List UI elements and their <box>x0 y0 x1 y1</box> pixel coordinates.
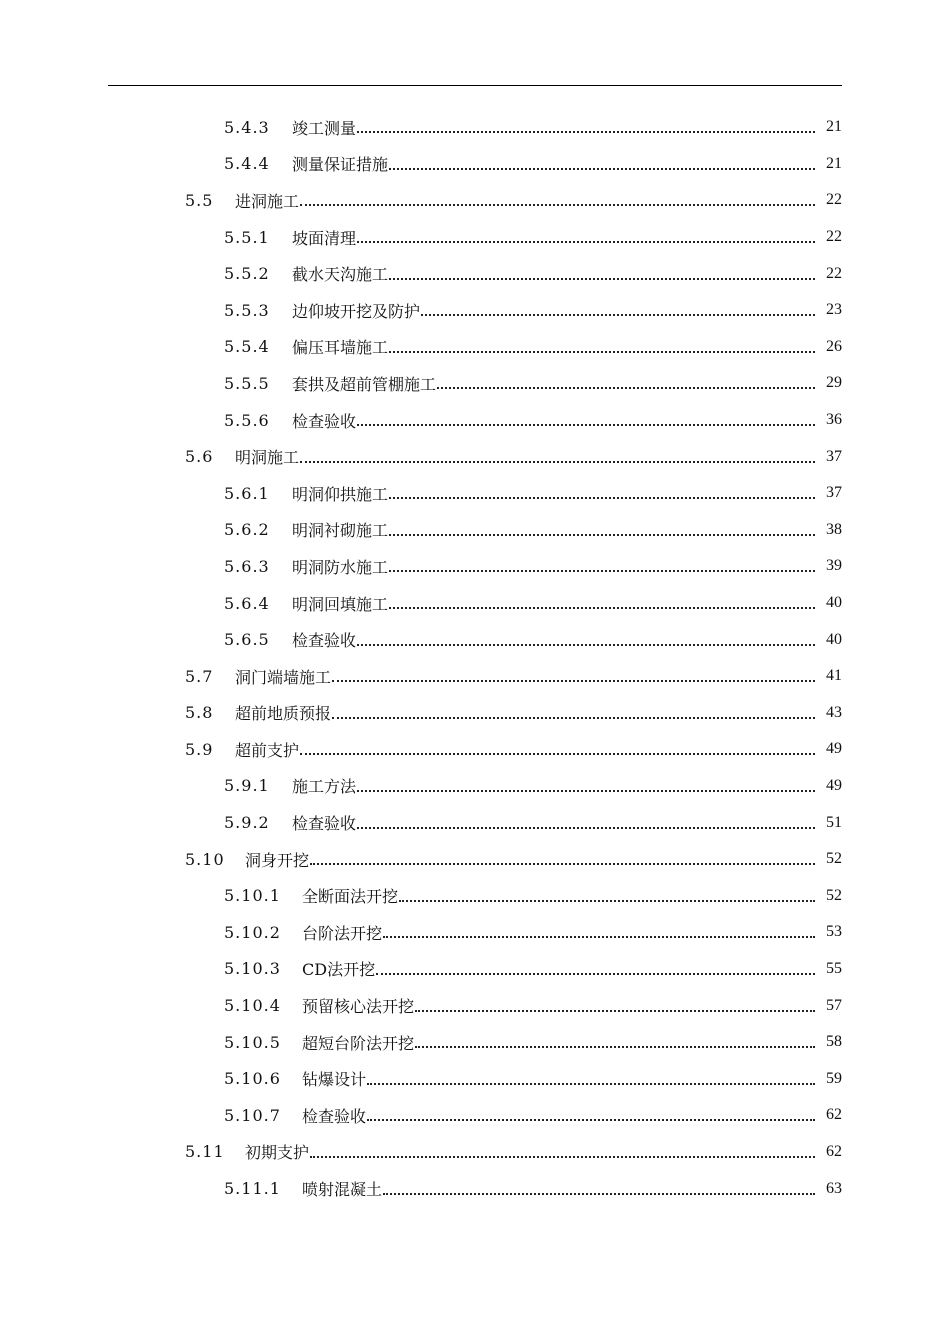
toc-entry-title: 明洞回填施工 <box>292 594 389 614</box>
toc-entry-page-number: 58 <box>826 1033 842 1051</box>
toc-entry-number: 5.9.2 <box>224 813 270 833</box>
toc-entry-title: 检查验收 <box>302 1106 367 1126</box>
toc-entry-number: 5.7 <box>185 666 214 686</box>
toc-dot-leader <box>357 225 815 243</box>
toc-entry[interactable] <box>0 1024 950 1061</box>
toc-entry[interactable] <box>0 146 950 183</box>
toc-entry-title: 竣工测量 <box>292 118 357 138</box>
toc-entry-page-number: 29 <box>826 374 842 392</box>
toc-entry-number: 5.10.7 <box>224 1105 281 1125</box>
toc-entry-page-number: 52 <box>826 850 842 868</box>
toc-entry[interactable] <box>0 658 950 695</box>
toc-dot-leader <box>367 1103 815 1121</box>
toc-entry[interactable] <box>0 841 950 878</box>
toc-entry[interactable] <box>0 329 950 366</box>
toc-dot-leader <box>310 847 815 865</box>
toc-dot-leader <box>367 1067 815 1085</box>
toc-entry-title: 台阶法开挖 <box>302 923 383 943</box>
toc-entry-title: 施工方法 <box>292 777 357 797</box>
toc-entry-title: 洞门端墙施工 <box>235 667 332 687</box>
toc-entry-number: 5.6.2 <box>224 520 270 540</box>
toc-dot-leader <box>389 554 815 572</box>
toc-dot-leader <box>399 884 815 902</box>
toc-entry-title: 检查验收 <box>292 411 357 431</box>
toc-entry-title: 进洞施工 <box>235 191 300 211</box>
toc-entry-page-number: 21 <box>826 154 842 172</box>
toc-entry-title: CD法开挖 <box>302 960 376 980</box>
toc-entry-page-number: 62 <box>826 1142 842 1160</box>
toc-entry-title: 洞身开挖 <box>245 850 310 870</box>
toc-entry-number: 5.11.1 <box>224 1179 281 1199</box>
toc-entry[interactable] <box>0 182 950 219</box>
toc-entry-page-number: 22 <box>826 228 842 246</box>
toc-entry-number: 5.5.4 <box>224 337 270 357</box>
toc-entry-title: 钻爆设计 <box>302 1070 367 1090</box>
toc-entry[interactable] <box>0 512 950 549</box>
toc-entry-number: 5.10.5 <box>224 1032 281 1052</box>
toc-entry[interactable] <box>0 438 950 475</box>
toc-entry-title: 偏压耳墙施工 <box>292 338 389 358</box>
toc-entry-page-number: 23 <box>826 301 842 319</box>
toc-entry[interactable] <box>0 914 950 951</box>
toc-entry[interactable] <box>0 951 950 988</box>
toc-entry-page-number: 59 <box>826 1069 842 1087</box>
toc-entry-number: 5.6.5 <box>224 630 270 650</box>
toc-entry[interactable] <box>0 1060 950 1097</box>
toc-entry-title: 超短台阶法开挖 <box>302 1033 415 1053</box>
toc-entry-page-number: 22 <box>826 264 842 282</box>
toc-dot-leader <box>389 591 815 609</box>
toc-entry-title: 超前地质预报 <box>235 704 332 724</box>
toc-dot-leader <box>389 152 815 170</box>
toc-entry-number: 5.10.6 <box>224 1069 281 1089</box>
toc-entry-page-number: 37 <box>826 447 842 465</box>
toc-entry-number: 5.5.6 <box>224 410 270 430</box>
toc-dot-leader <box>332 664 815 682</box>
toc-dot-leader <box>389 518 815 536</box>
toc-entry-title: 测量保证措施 <box>292 155 389 175</box>
toc-entry[interactable] <box>0 1097 950 1134</box>
toc-entry-page-number: 38 <box>826 520 842 538</box>
toc-entry[interactable] <box>0 621 950 658</box>
toc-dot-leader <box>383 1177 815 1195</box>
toc-dot-leader <box>389 262 815 280</box>
toc-entry-number: 5.6.4 <box>224 593 270 613</box>
toc-entry-number: 5.4.3 <box>224 117 270 137</box>
toc-entry-page-number: 37 <box>826 484 842 502</box>
toc-entry[interactable] <box>0 1134 950 1171</box>
toc-entry-number: 5.5.3 <box>224 300 270 320</box>
toc-entry[interactable] <box>0 292 950 329</box>
toc-entry-page-number: 41 <box>826 667 842 685</box>
toc-dot-leader <box>300 737 815 755</box>
toc-entry-number: 5.6 <box>185 447 214 467</box>
toc-entry-number: 5.11 <box>185 1142 225 1162</box>
toc-entry-number: 5.5.2 <box>224 264 270 284</box>
toc-dot-leader <box>300 445 815 463</box>
toc-entry-title: 明洞衬砌施工 <box>292 521 389 541</box>
toc-dot-leader <box>415 1030 815 1048</box>
toc-dot-leader <box>357 628 815 646</box>
toc-entry-title: 喷射混凝土 <box>302 1180 383 1200</box>
toc-entry-page-number: 49 <box>826 776 842 794</box>
toc-dot-leader <box>310 1140 815 1158</box>
toc-entry[interactable] <box>0 804 950 841</box>
toc-entry-title: 明洞施工 <box>235 448 300 468</box>
toc-dot-leader <box>357 115 815 133</box>
toc-entry-title: 坡面清理 <box>292 228 357 248</box>
toc-entry-title: 全断面法开挖 <box>302 887 399 907</box>
toc-dot-leader <box>415 994 815 1012</box>
toc-entry-number: 5.10.1 <box>224 886 281 906</box>
toc-dot-leader <box>357 408 815 426</box>
toc-entry-number: 5.10.4 <box>224 996 281 1016</box>
toc-entry-number: 5.5.1 <box>224 227 270 247</box>
toc-dot-leader <box>437 371 815 389</box>
toc-entry-page-number: 36 <box>826 411 842 429</box>
toc-entry-page-number: 49 <box>826 740 842 758</box>
toc-entry[interactable] <box>0 548 950 585</box>
toc-entry[interactable] <box>0 731 950 768</box>
toc-entry-number: 5.5 <box>185 190 214 210</box>
toc-entry-title: 预留核心法开挖 <box>302 997 415 1017</box>
toc-dot-leader <box>300 188 815 206</box>
toc-entry[interactable] <box>0 695 950 732</box>
toc-entry-number: 5.8 <box>185 703 214 723</box>
table-of-contents <box>0 109 950 1207</box>
toc-entry-title: 检查验收 <box>292 814 357 834</box>
toc-dot-leader <box>383 920 815 938</box>
toc-entry-page-number: 22 <box>826 191 842 209</box>
toc-entry-page-number: 51 <box>826 813 842 831</box>
toc-entry[interactable] <box>0 585 950 622</box>
toc-entry-number: 5.10.2 <box>224 922 281 942</box>
toc-entry-number: 5.9.1 <box>224 776 270 796</box>
toc-entry-number: 5.6.1 <box>224 483 270 503</box>
toc-entry-title: 边仰坡开挖及防护 <box>292 301 421 321</box>
toc-entry-page-number: 40 <box>826 630 842 648</box>
toc-entry-title: 超前支护 <box>235 740 300 760</box>
toc-entry-number: 5.6.3 <box>224 556 270 576</box>
toc-entry-number: 5.10 <box>185 849 225 869</box>
toc-dot-leader <box>389 335 815 353</box>
toc-entry-title: 套拱及超前管棚施工 <box>292 374 437 394</box>
toc-entry-page-number: 40 <box>826 594 842 612</box>
toc-entry-page-number: 63 <box>826 1179 842 1197</box>
toc-entry[interactable] <box>0 475 950 512</box>
toc-entry-page-number: 43 <box>826 703 842 721</box>
toc-entry-page-number: 55 <box>826 959 842 977</box>
toc-dot-leader <box>421 298 815 316</box>
header-rule <box>108 85 842 86</box>
toc-entry-page-number: 26 <box>826 337 842 355</box>
toc-entry-title: 明洞仰拱施工 <box>292 484 389 504</box>
toc-entry-title: 截水天沟施工 <box>292 265 389 285</box>
toc-dot-leader <box>332 701 815 719</box>
toc-entry-page-number: 39 <box>826 557 842 575</box>
toc-dot-leader <box>357 774 815 792</box>
toc-entry[interactable] <box>0 365 950 402</box>
toc-entry[interactable] <box>0 109 950 146</box>
toc-entry-page-number: 53 <box>826 923 842 941</box>
toc-dot-leader <box>357 811 815 829</box>
toc-dot-leader <box>389 481 815 499</box>
toc-entry-page-number: 52 <box>826 886 842 904</box>
toc-entry-page-number: 57 <box>826 996 842 1014</box>
toc-entry-title: 初期支护 <box>245 1143 310 1163</box>
toc-entry[interactable] <box>0 987 950 1024</box>
toc-entry[interactable] <box>0 219 950 256</box>
toc-entry-page-number: 21 <box>826 118 842 136</box>
toc-entry-number: 5.5.5 <box>224 373 270 393</box>
toc-entry[interactable] <box>0 255 950 292</box>
toc-entry-title: 检查验收 <box>292 631 357 651</box>
toc-entry[interactable] <box>0 402 950 439</box>
toc-entry-number: 5.4.4 <box>224 154 270 174</box>
toc-dot-leader <box>376 957 815 975</box>
toc-entry-title: 明洞防水施工 <box>292 557 389 577</box>
toc-entry[interactable] <box>0 768 950 805</box>
toc-entry-number: 5.10.3 <box>224 959 281 979</box>
toc-entry[interactable] <box>0 877 950 914</box>
toc-entry-number: 5.9 <box>185 739 214 759</box>
toc-entry-page-number: 62 <box>826 1106 842 1124</box>
toc-entry[interactable] <box>0 1170 950 1207</box>
